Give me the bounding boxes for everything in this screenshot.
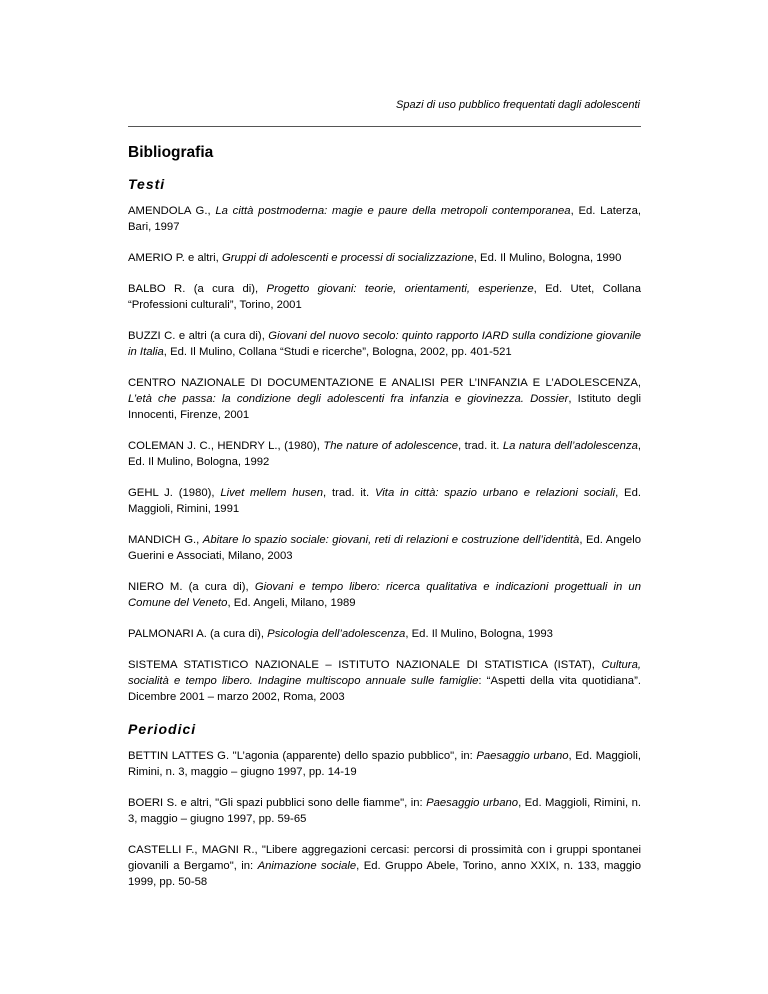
entry-text: CENTRO NAZIONALE DI DOCUMENTAZIONE E ANALISI PER L’INFANZIA E L’ADOLESCENZA, [128,377,641,389]
entry-title: La città postmoderna: magie e paure della metropoli contemporanea [215,205,571,217]
bibliography-entry [128,842,641,890]
entry-text: GEHL J. (1980), [128,487,221,499]
entry-text: , Ed. Gruppo Abele, Torino, anno XXIX, n. 133, maggio 1999, pp. 50-58 [128,860,642,888]
bibliography-entry [128,748,641,780]
entry-text: BALBO R. (a cura di), [128,283,267,295]
section-heading: Testi [128,176,166,192]
page-title: Bibliografia [128,144,214,161]
entry-text: , Ed. Il Mulino, Collana “Studi e ricerche”, Bologna, 2002, pp. 401-521 [163,346,512,358]
entry-text: : “Aspetti della vita quotidiana”. Dicembre 2001 – marzo 2002, Roma, 2003 [128,675,641,703]
entry-text: AMERIO P. e altri, [128,252,222,264]
entry-title: Progetto giovani: teorie, orientamenti, esperienze [266,283,534,295]
entry-text: MANDICH G., [128,534,203,546]
entry-title: Abitare lo spazio sociale: giovani, reti di relazioni e costruzione dell’identità [202,534,580,546]
entry-text: SISTEMA STATISTICO NAZIONALE – ISTITUTO NAZIONALE DI STATISTICA (ISTAT), [128,659,602,671]
entry-text: , Ed. Maggioli, Rimini, n. 3, maggio – giugno 1997, pp. 14-19 [128,750,641,778]
entry-title: Giovani e tempo libero: ricerca qualitativa e indicazioni progettuali in un Comune del Veneto [128,581,641,609]
bibliography-entry [128,657,641,705]
entry-title: Vita in città: spazio urbano e relazioni sociali [374,487,616,499]
bibliography-entry [128,281,641,313]
entry-text: , Ed. Il Mulino, Bologna, 1990 [473,252,622,264]
entry-text: PALMONARI A. (a cura di), [128,628,268,640]
bibliography-entry [128,250,641,266]
entry-text: NIERO M. (a cura di), [128,581,255,593]
entry-text: AMENDOLA G., [128,205,216,217]
bibliography-entry [128,626,641,642]
bibliography-entry [128,328,641,360]
entry-text: BETTIN LATTES G. "L’agonia (apparente) dello spazio pubblico", in: [128,750,477,762]
entry-text: , Ed. Angelo Guerini e Associati, Milano, 2003 [128,534,641,562]
entry-text: , Istituto degli Innocenti, Firenze, 2001 [128,393,641,421]
entry-text: BUZZI C. e altri (a cura di), [128,330,269,342]
sections-container [128,176,641,890]
entry-title: The nature of adolescence [323,440,459,452]
bibliography-entry [128,438,641,470]
bibliography-entry [128,579,641,611]
section-testi [128,176,641,705]
bibliography-entry [128,795,641,827]
section-periodici [128,721,641,890]
entry-title: L’età che passa: la condizione degli adolescenti fra infanzia e giovinezza. Dossier [128,393,569,405]
entry-text: , trad. it. [323,487,375,499]
section-heading: Periodici [128,721,197,737]
bibliography-entry [128,203,641,235]
entry-text: , Ed. Il Mulino, Bologna, 1992 [128,440,642,468]
entry-title: Gruppi di adolescenti e processi di socializzazione [221,252,474,264]
entry-text: , Ed. Laterza, Bari, 1997 [128,205,641,233]
entry-text: , Ed. Il Mulino, Bologna, 1993 [405,628,553,640]
entry-title: Psicologia dell’adolescenza [267,628,406,640]
bibliography-entry [128,485,641,517]
entry-text: CASTELLI F., MAGNI R., "Libere aggregazioni cercasi: percorsi di prossimità con i gruppi spontanei giovanili a Bergamo", in: [128,844,641,872]
entry-text: , Ed. Utet, Collana “Professioni culturali”, Torino, 2001 [128,283,641,311]
entry-text: BOERI S. e altri, "Gli spazi pubblici sono delle fiamme", in: [128,797,427,809]
entry-title: Cultura, socialità e tempo libero. Indagine multiscopo annuale sulle famiglie [128,659,641,687]
entry-title: Animazione sociale [257,860,357,872]
entry-title: Paesaggio urbano [476,750,569,762]
entry-title: La natura dell’adolescenza [502,440,638,452]
bibliography-entry [128,375,641,423]
running-header: Spazi di uso pubblico frequentati dagli adolescenti [396,99,640,111]
entry-text: , trad. it. [458,440,503,452]
entry-text: , Ed. Maggioli, Rimini, n. 3, maggio – giugno 1997, pp. 59-65 [128,797,641,825]
bibliography [128,144,641,905]
bibliography-entry [128,532,641,564]
header-divider [128,126,641,127]
entry-title: Giovani del nuovo secolo: quinto rapporto IARD sulla condizione giovanile in Italia [128,330,641,358]
entry-text: , Ed. Maggioli, Rimini, 1991 [128,487,642,515]
entry-text: , Ed. Angeli, Milano, 1989 [227,597,356,609]
entry-text: COLEMAN J. C., HENDRY L., (1980), [128,440,324,452]
entry-title: Paesaggio urbano [426,797,519,809]
entry-title: Livet mellem husen [220,487,324,499]
